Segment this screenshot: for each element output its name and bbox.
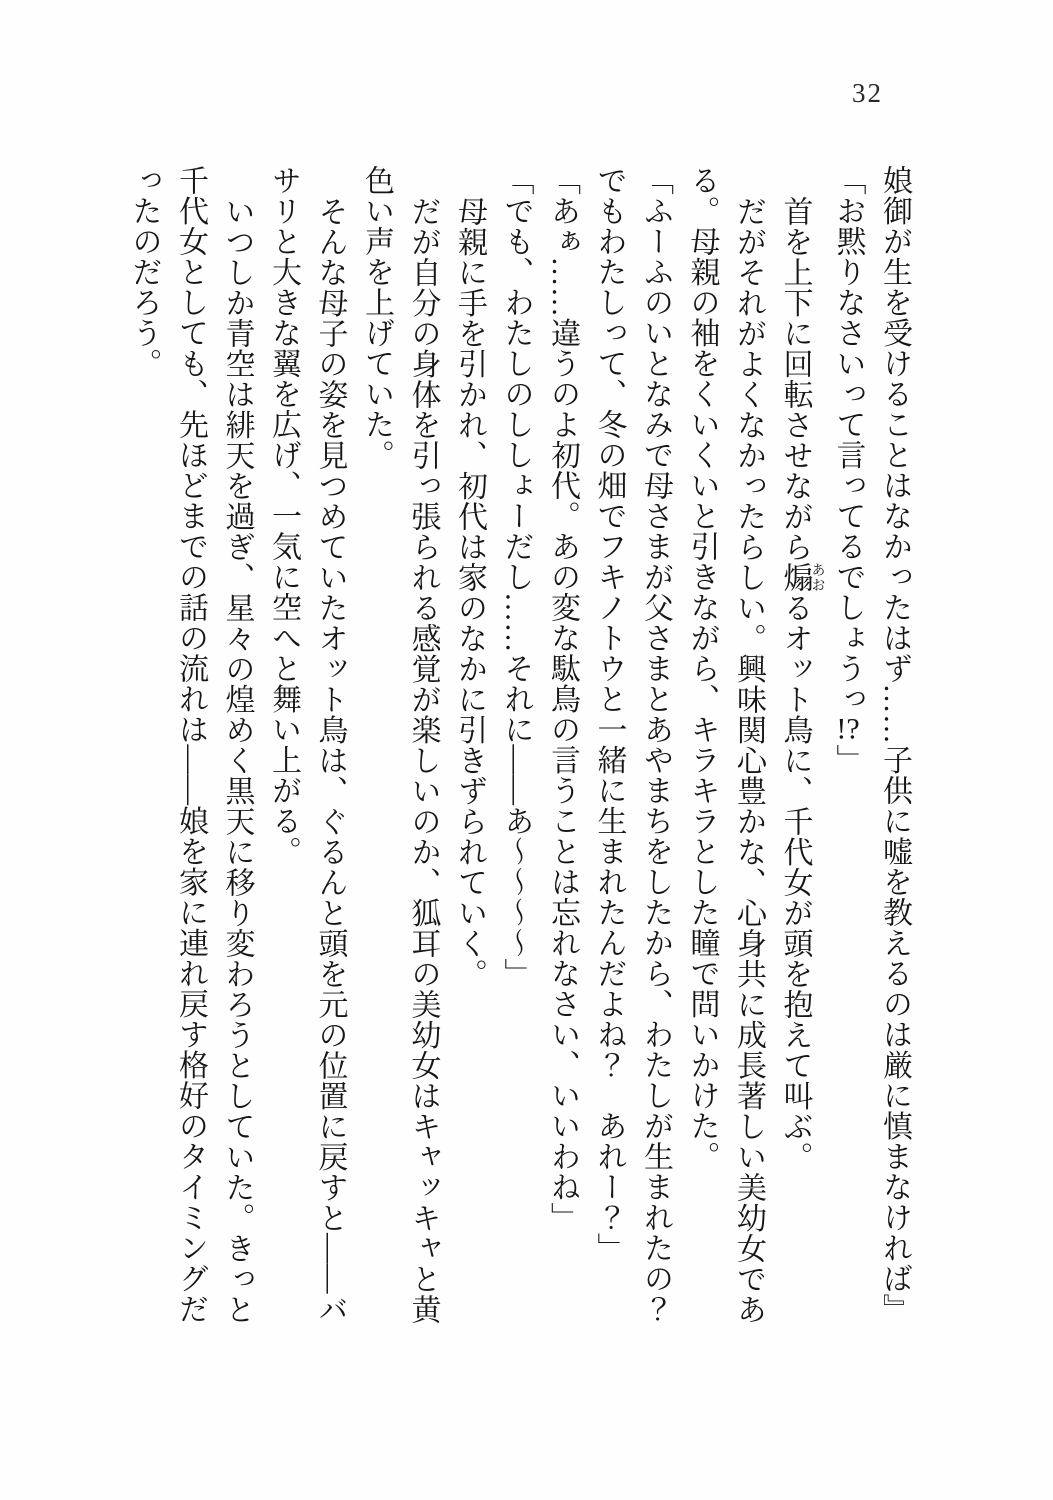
text-line: 「あぁ……違うのよ初代。あの変な駄鳥の言うことは忘れなさい、いいわね」	[546, 165, 579, 1233]
text-line: 色い声を上げていた。	[360, 165, 393, 470]
text-line: いつしか青空は緋天を過ぎ、星々の煌めく黒天に移り変わろうとしていた。きっと	[220, 196, 254, 1325]
text-block	[120, 165, 917, 1375]
text-line: 首を上下に回転させながら煽あおるオット鳥に、千代女が頭を抱えて叫ぶ。	[778, 196, 825, 1172]
text-line: る。母親の袖をくいくいと引きながら、キラキラとした瞳で問いかけた。	[685, 165, 719, 1172]
text-line: 「お黙りなさいって言ってるでしょうっ!?」	[831, 165, 865, 775]
page-number: 32	[852, 78, 883, 108]
text-line: だがそれがよくなかったらしい。興味関心豊かな、心身共に成長著しい美幼女であ	[732, 196, 765, 1325]
text-line: でもわたしって、冬の畑でフキノトウと一緒に生まれたんだよね？ あれー？」	[592, 165, 626, 1263]
text-line: そんな母子の姿を見つめていたオット鳥は、ぐるんと頭を元の位置に戻すと――バ	[313, 196, 347, 1325]
text-line: だが自分の身体を引っ張られる感覚が楽しいのか、狐耳の美幼女はキャッキャと黄	[406, 196, 440, 1325]
text-line: 「ふーふのいとなみで母さまが父さまとあやまちをしたから、わたしが生まれたの？	[639, 165, 672, 1324]
text-line: 母親に手を引かれ、初代は家のなかに引きずられていく。	[453, 196, 486, 989]
text-line: 「でも、わたしのししょーだし……それに――あ～～～～」	[499, 165, 533, 989]
text-line: ったのだろう。	[127, 165, 161, 379]
text-line: サリと大きな翼を広げ、一気に空へと舞い上がる。	[267, 165, 300, 867]
text-line: 娘御が生を受けることはなかったはず……子供に嘘を教えるのは厳に慎まなければ』	[878, 165, 911, 1324]
text-line: 千代女としても、先ほどまでの話の流れは――娘を家に連れ戻す格好のタイミングだ	[174, 165, 207, 1324]
